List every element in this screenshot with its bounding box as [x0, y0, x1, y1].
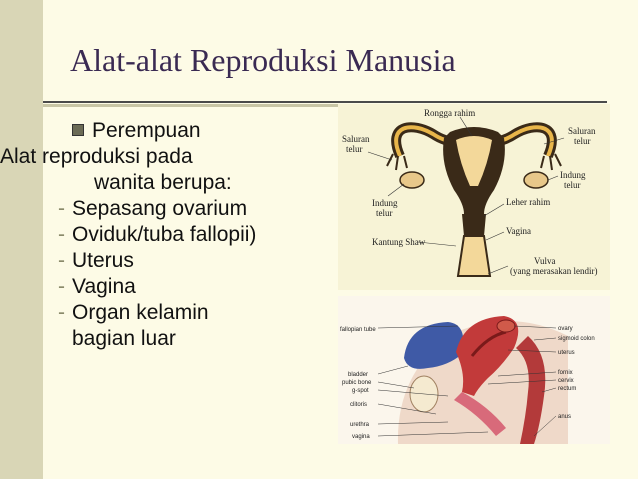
- label-uterus: uterus: [558, 350, 575, 356]
- label-anus: anus: [558, 414, 572, 420]
- label-indung-left-2: telur: [376, 208, 393, 218]
- label-indung-right-2: telur: [564, 180, 581, 190]
- intro-text-1: Alat reproduksi pada: [0, 145, 193, 168]
- front-view-diagram: [338, 104, 610, 290]
- label-indung-right-1: Indung: [560, 170, 586, 180]
- title-rule: [43, 101, 607, 103]
- left-fimbriae: [387, 154, 407, 170]
- label-vulva-note: (yang merasakan lendir): [510, 266, 598, 276]
- list-item-text-2: bagian luar: [72, 327, 176, 350]
- label-saluran-left-1: Saluran: [342, 134, 370, 144]
- label-saluran-left-2: telur: [346, 144, 363, 154]
- dash-bullet: -: [58, 249, 65, 272]
- dash-bullet: -: [58, 223, 65, 246]
- label-kantung-shaw: Kantung Shaw: [372, 237, 426, 247]
- list-item-text: Uterus: [72, 249, 134, 272]
- pelvis-side-illustration: [338, 296, 610, 444]
- label-ovary: ovary: [558, 326, 573, 332]
- label-cervix: cervix: [558, 378, 574, 384]
- label-pubic-bone: pubic bone: [342, 380, 372, 386]
- label-urethra: urethra: [350, 422, 370, 428]
- heading-line: [72, 118, 337, 144]
- intro-line-2: [72, 170, 337, 196]
- cervix: [462, 214, 486, 236]
- dash-bullet: -: [58, 275, 65, 298]
- label-rongga-rahim: Rongga rahim: [424, 108, 476, 118]
- list-item: [58, 274, 337, 300]
- label-vagina-side: vagina: [352, 434, 370, 440]
- list-item-text: Vagina: [72, 275, 136, 298]
- list-item-continued: [72, 326, 337, 352]
- dash-bullet: -: [58, 301, 65, 324]
- side-band: [0, 0, 43, 479]
- square-bullet-icon: [72, 124, 84, 136]
- left-ovary: [400, 172, 424, 188]
- list-item: [58, 196, 337, 222]
- dash-bullet: -: [58, 197, 65, 220]
- right-fimbriae: [541, 154, 561, 170]
- list-item-text: Oviduk/tuba fallopii): [72, 223, 257, 246]
- label-saluran-right-2: telur: [574, 136, 591, 146]
- intro-line: [0, 144, 337, 170]
- uterus-front-illustration: [338, 104, 610, 290]
- label-g-spot: g-spot: [352, 388, 369, 394]
- right-ovary: [524, 172, 548, 188]
- label-indung-left-1: Indung: [372, 198, 398, 208]
- heading-perempuan: Perempuan: [92, 119, 201, 142]
- label-fallopian-tube: fallopian tube: [340, 327, 376, 333]
- label-sigmoid-colon: sigmoid colon: [558, 336, 595, 342]
- intro-text-2: wanita berupa:: [94, 171, 232, 194]
- side-view-diagram: [338, 296, 610, 444]
- slide-title: Alat-alat Reproduksi Manusia: [70, 42, 456, 78]
- list-item: [58, 248, 337, 274]
- label-fornix: fornix: [558, 370, 573, 376]
- label-clitoris: clitoris: [350, 402, 368, 408]
- body-text: [0, 118, 337, 352]
- label-rectum: rectum: [558, 386, 577, 392]
- list-item: [58, 300, 337, 326]
- label-saluran-right-1: Saluran: [568, 126, 596, 136]
- list-item-text: Sepasang ovarium: [72, 197, 248, 220]
- label-vagina: Vagina: [506, 226, 531, 236]
- label-bladder: bladder: [348, 372, 369, 378]
- label-leher-rahim: Leher rahim: [506, 197, 551, 207]
- list-item-text: Organ kelamin: [72, 301, 209, 324]
- ovary-shape: [497, 320, 515, 332]
- label-vulva: Vulva: [534, 256, 556, 266]
- vagina-canal: [458, 236, 490, 276]
- list-item: [58, 222, 337, 248]
